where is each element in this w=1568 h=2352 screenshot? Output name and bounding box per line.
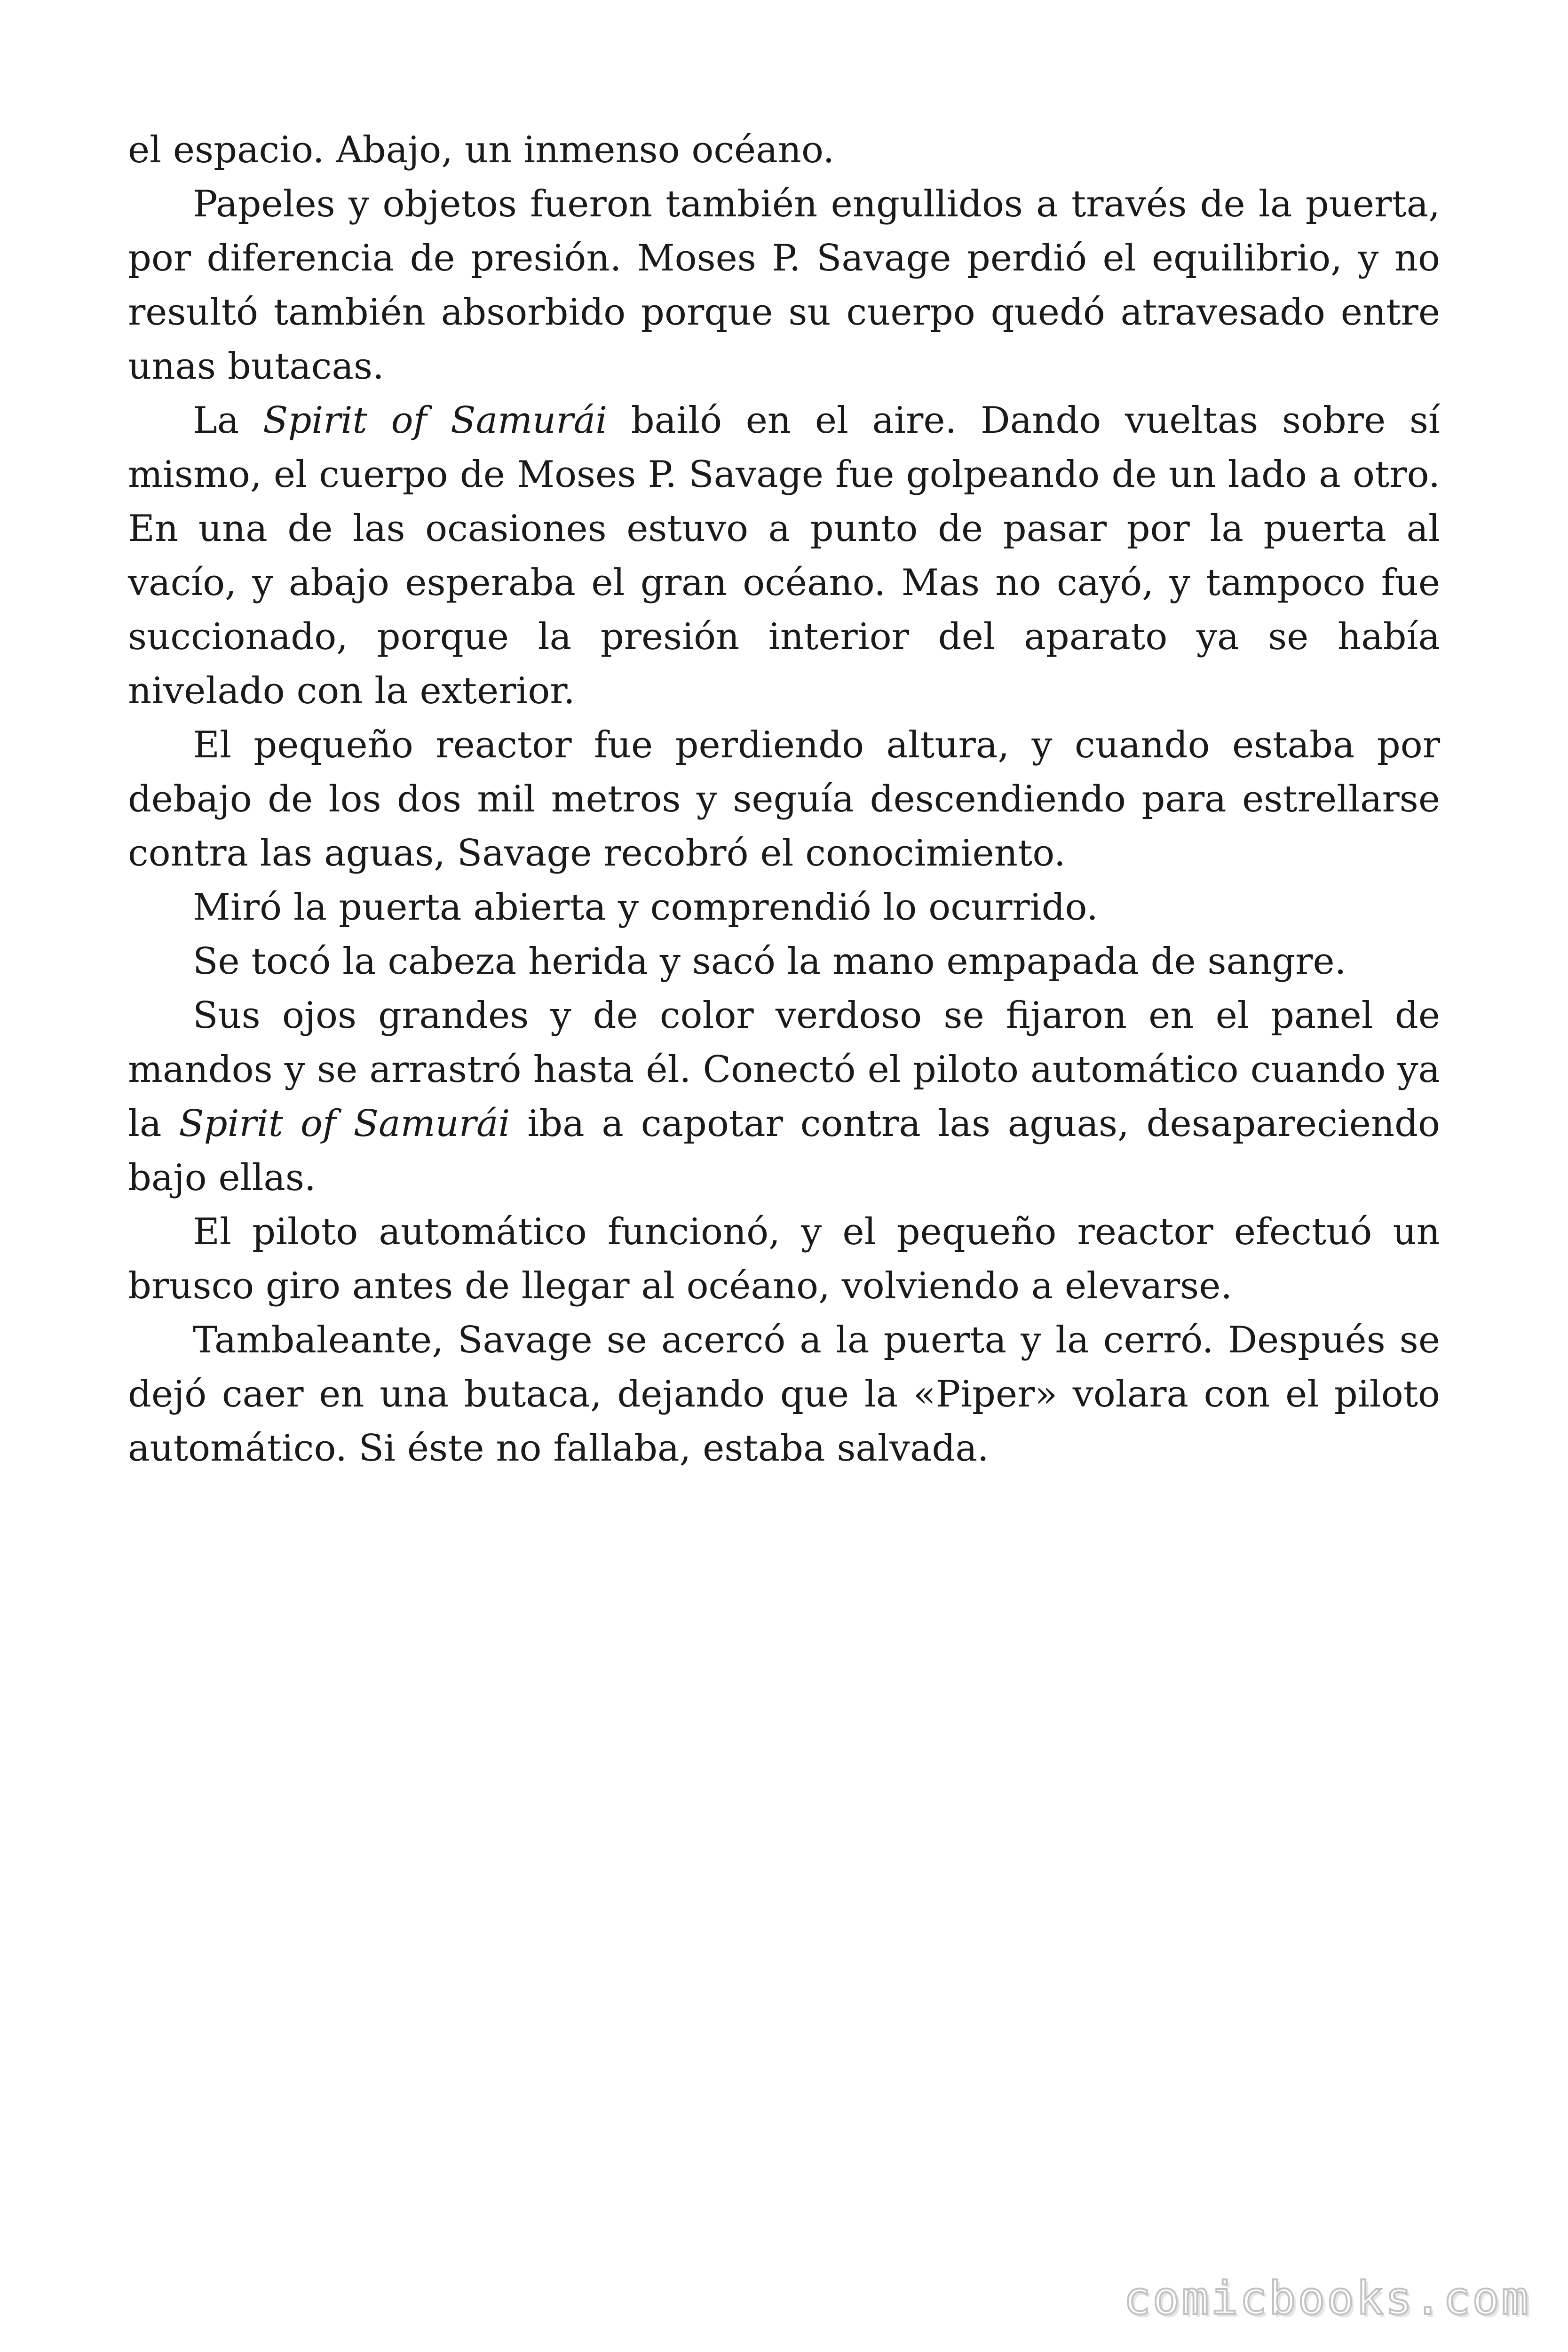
italic-title: Spirit of Samurái [263, 399, 608, 442]
text-segment: Miró la puerta abierta y comprendió lo ocurrido. [193, 886, 1098, 929]
text-segment: La [193, 399, 263, 442]
paragraph [128, 1313, 1440, 1476]
watermark-logo: comicbooks.com [1123, 2272, 1530, 2325]
paragraph [128, 177, 1440, 394]
text-segment: Papeles y objetos fueron también engullidos a través de la puerta, por diferencia de presión. Moses P. Savage perdió el equilibrio, y no resultó también absorbido porque su cuerpo quedó atravesado entre unas butacas. [128, 183, 1440, 388]
paragraph [128, 989, 1440, 1205]
paragraph [128, 1205, 1440, 1313]
text-segment: Tambaleante, Savage se acercó a la puerta y la cerró. Después se dejó caer en una butaca, dejando que la «Piper» volara con el piloto automático. Si éste no fallaba, estaba salvada. [128, 1319, 1440, 1470]
text-segment: El pequeño reactor fue perdiendo altura, y cuando estaba por debajo de los dos mil metros y seguía descendiendo para estrellarse contra las aguas, Savage recobró el conocimiento. [128, 724, 1440, 874]
italic-title: Spirit of Samurái [179, 1103, 510, 1145]
paragraph [128, 394, 1440, 718]
text-segment: iba a capotar contra las aguas, desapareciendo bajo ellas. [128, 1103, 1440, 1199]
body-text [128, 123, 1440, 1476]
text-segment: El piloto automático funcionó, y el pequeño reactor efectuó un brusco giro antes de llegar al océano, volviendo a elevarse. [128, 1211, 1440, 1307]
paragraph [128, 123, 1440, 177]
text-segment: Sus ojos grandes y de color verdoso se fijaron en el panel de mandos y se arrastró hasta él. Conectó el piloto automático cuando ya la [128, 994, 1440, 1145]
paragraph [128, 935, 1440, 989]
text-segment: el espacio. Abajo, un inmenso océano. [128, 129, 835, 171]
text-segment: bailó en el aire. Dando vueltas sobre sí mismo, el cuerpo de Moses P. Savage fue golpeando de un lado a otro. En una de las ocasiones estuvo a punto de pasar por la puerta al vacío, y abajo esperaba el gran océano. Mas no cayó, y tampoco fue succionado, porque la presión interior del aparato ya se había nivelado con la exterior. [128, 399, 1440, 712]
paragraph [128, 881, 1440, 935]
paragraph [128, 718, 1440, 881]
text-segment: Se tocó la cabeza herida y sacó la mano empapada de sangre. [193, 940, 1346, 983]
